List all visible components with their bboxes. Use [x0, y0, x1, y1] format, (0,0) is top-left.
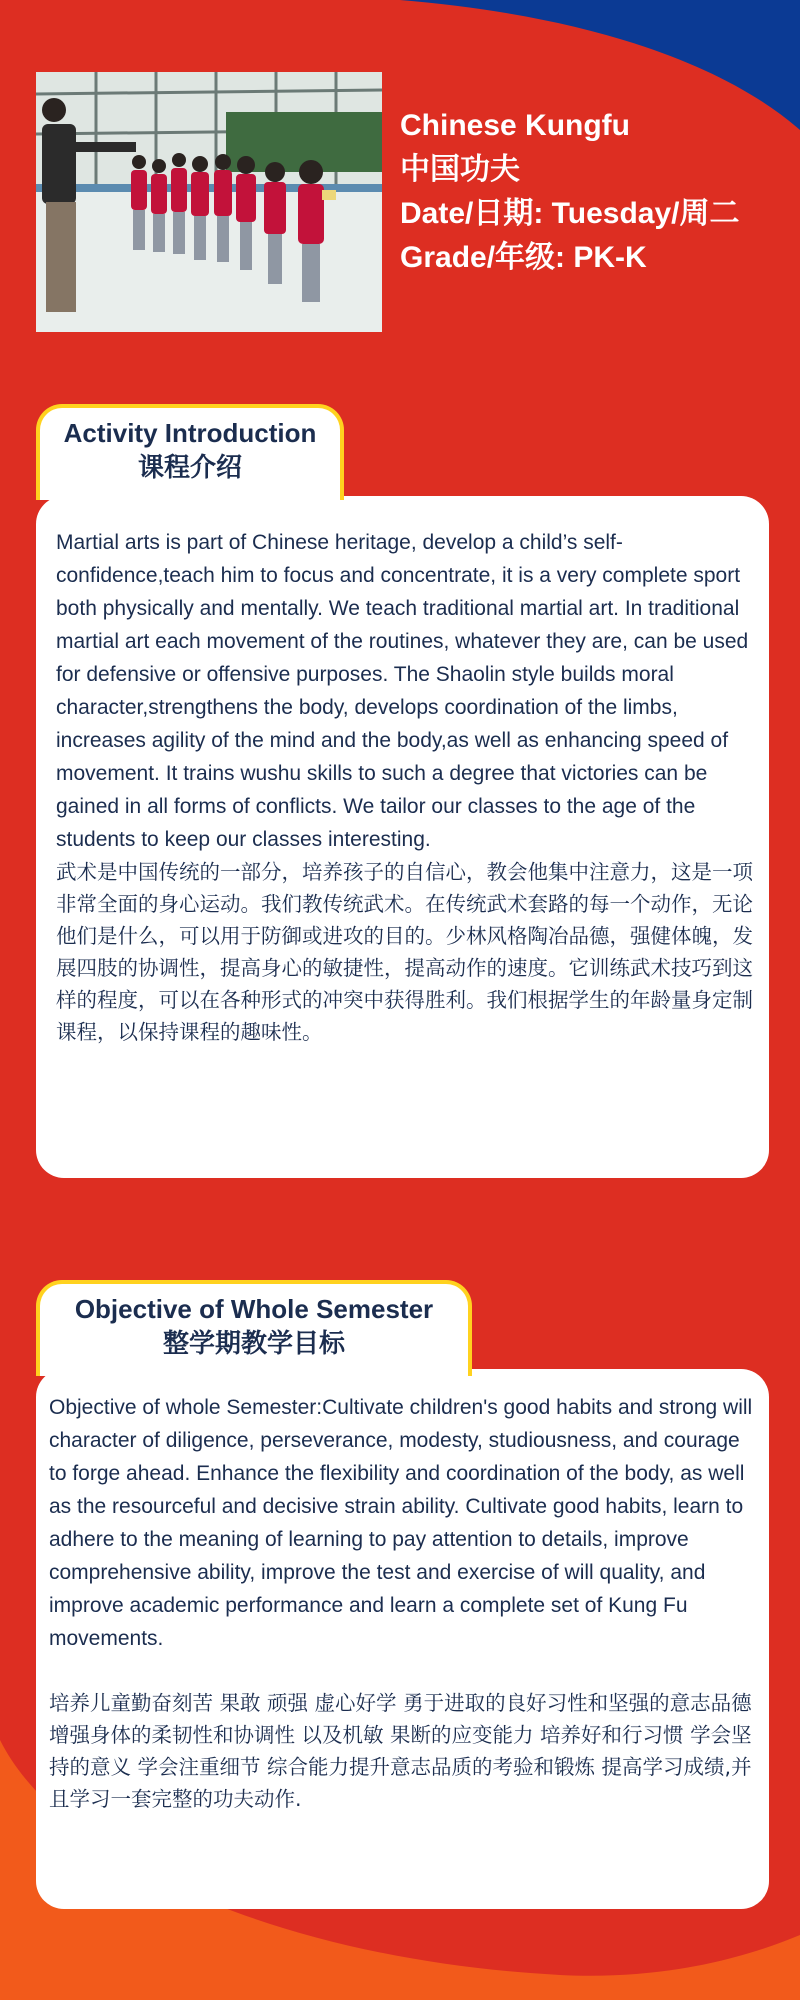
objective-title-en: Objective of Whole Semester	[74, 1294, 434, 1324]
activity-title-en: Activity Introduction	[63, 418, 317, 448]
semester-objective-panel	[36, 1369, 769, 1909]
header-info	[400, 104, 740, 280]
kungfu-class-photo	[36, 72, 382, 332]
paragraph-spacer	[49, 1655, 755, 1687]
course-title-zh: 中国功夫	[400, 153, 520, 186]
course-grade: Grade/年级: PK-K	[400, 241, 647, 274]
activity-body-en: Martial arts is part of Chinese heritage, develop a child’s self-confidence,teach him to focus and concentrate, it is a very complete sport both physically and mentally. We teach traditional martial art. In traditional martial art each movement of the routines, whatever they are, can be used for defensive or offensive purposes. The Shaolin style builds moral character,strengthens the body, develops coordination of the limbs, increases agility of the mind and the body,as well as enhancing speed of movement. It trains wushu skills to such a degree that victories can be gained in all forms of conflicts. We tailor our classes to the age of the students to keep our classes interesting.	[56, 531, 749, 851]
objective-body-en: Objective of whole Semester:Cultivate children's good habits and strong will character of diligence, perseverance, modesty, studiousness, and courage to forge ahead. Enhance the flexibility and coordination of the body, as well as the resourceful and decisive strain ability. Cultivate good habits, learn to adhere to the meaning of learning to pay attention to details, improve comprehensive ability, improve the test and exercise of will quality, and improve academic performance and learn a complete set of Kung Fu movements.	[49, 1396, 753, 1650]
semester-objective-tab	[36, 1280, 472, 1376]
course-title-en: Chinese Kungfu	[400, 109, 630, 142]
objective-title-zh: 整学期教学目标	[162, 1328, 345, 1358]
objective-body-zh: 培养儿童勤奋刻苦 果敢 顽强 虚心好学 勇于进取的良好习性和坚强的意志品德 增强身体的柔韧性和协调性 以及机敏 果断的应变能力 培养好和行习惯 学会坚持的意义 学会注重细节 综合能力提升意志品质的考验和锻炼 提高学习成绩,并且学习一套完整的功夫动作.	[49, 1691, 752, 1811]
activity-title-zh: 课程介绍	[137, 452, 242, 482]
activity-body-zh: 武术是中国传统的一部分，培养孩子的自信心，教会他集中注意力，这是一项非常全面的身心运动。我们教传统武术。在传统武术套路的每一个动作，无论他们是什么，可以用于防御或进攻的目的。少林风格陶冶品德，强健体魄，发展四肢的协调性，提高身心的敏捷性，提高动作的速度。它训练武术技巧到这样的程度，可以在各种形式的冲突中获得胜利。我们根据学生的年龄量身定制课程，以保持课程的趣味性。	[56, 860, 753, 1044]
course-date: Date/日期: Tuesday/周二	[400, 197, 740, 230]
activity-introduction-tab	[36, 404, 344, 500]
activity-introduction-panel	[36, 496, 769, 1178]
